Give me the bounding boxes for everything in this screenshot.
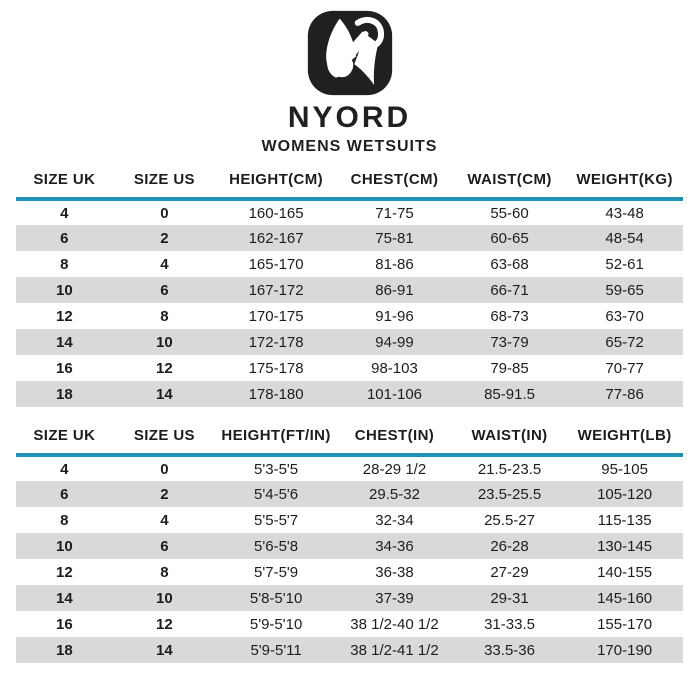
table-cell: 23.5-25.5	[477, 485, 542, 503]
table-cell: 165-170	[248, 255, 304, 273]
table-cell: 6	[60, 229, 69, 247]
table-cell: 12	[56, 307, 73, 325]
table-row	[16, 381, 683, 407]
table-cell: 8	[160, 307, 169, 325]
table-cell: 115-135	[597, 511, 652, 529]
table-cell: 178-180	[248, 385, 304, 403]
column-header: WAIST(IN)	[453, 423, 566, 455]
table-cell: 145-160	[597, 589, 653, 607]
table-cell: 2	[160, 229, 169, 247]
brand-header	[0, 10, 699, 156]
table-cell: 26-28	[490, 537, 529, 555]
table-cell: 25.5-27	[484, 511, 535, 529]
table-cell: 4	[160, 511, 169, 529]
table-row	[16, 559, 683, 585]
table-cell: 105-120	[597, 485, 653, 503]
table-cell: 101-106	[366, 385, 423, 403]
table-cell: 0	[160, 204, 169, 222]
table-cell: 10	[56, 281, 73, 299]
table-cell: 4	[60, 204, 69, 222]
imperial-size-table	[16, 423, 683, 663]
table-cell: 81-86	[375, 255, 414, 273]
table-cell: 14	[56, 333, 73, 351]
table-cell: 6	[160, 281, 169, 299]
column-header: CHEST(IN)	[336, 423, 453, 455]
table-row	[16, 355, 683, 381]
table-cell: 170-175	[248, 307, 304, 325]
table-cell: 63-68	[490, 255, 529, 273]
table-cell: 8	[60, 511, 69, 529]
table-cell: 32-34	[375, 511, 414, 529]
table-row	[16, 507, 683, 533]
table-cell: 6	[60, 485, 69, 503]
table-cell: 5'9-5'10	[249, 615, 303, 633]
table-row	[16, 251, 683, 277]
table-cell: 85-91.5	[484, 385, 535, 403]
table-cell: 175-178	[248, 359, 304, 377]
table-cell: 60-65	[490, 229, 529, 247]
table-cell: 6	[160, 537, 169, 555]
table-row	[16, 533, 683, 559]
table-cell: 5'4-5'6	[254, 485, 299, 503]
table-cell: 59-65	[605, 281, 644, 299]
table-cell: 12	[56, 563, 73, 581]
table-cell: 5'6-5'8	[254, 537, 299, 555]
table-cell: 2	[160, 485, 169, 503]
header-row	[16, 167, 683, 199]
table-cell: 27-29	[490, 563, 529, 581]
table-cell: 12	[156, 359, 173, 377]
size-tables	[16, 167, 683, 663]
table-cell: 4	[60, 460, 69, 478]
table-cell: 36-38	[375, 563, 414, 581]
table-cell: 155-170	[597, 615, 653, 633]
table-cell: 5'8-5'10	[249, 589, 303, 607]
table-cell: 162-167	[248, 229, 304, 247]
table-cell: 29-31	[490, 589, 529, 607]
table-row	[16, 455, 683, 481]
table-cell: 43-48	[605, 204, 644, 222]
table-cell: 18	[56, 641, 73, 659]
table-cell: 77-86	[605, 385, 644, 403]
table-cell: 94-99	[375, 333, 414, 351]
column-header: WEIGHT(KG)	[566, 167, 683, 199]
table-cell: 91-96	[375, 307, 414, 325]
brand-name: NYORD	[287, 101, 412, 134]
table-cell: 70-77	[605, 359, 644, 377]
table-cell: 75-81	[375, 229, 414, 247]
table-cell: 5'3-5'5	[254, 460, 299, 478]
table-row	[16, 225, 683, 251]
table-row	[16, 611, 683, 637]
table-cell: 55-60	[490, 204, 529, 222]
table-cell: 28-29 1/2	[362, 460, 427, 478]
table-cell: 33.5-36	[484, 641, 535, 659]
metric-table-header	[16, 167, 683, 199]
table-cell: 4	[160, 255, 169, 273]
table-cell: 65-72	[605, 333, 644, 351]
header-row	[16, 423, 683, 455]
table-row	[16, 199, 683, 225]
table-row	[16, 329, 683, 355]
table-cell: 14	[56, 589, 73, 607]
table-cell: 71-75	[375, 204, 414, 222]
table-cell: 130-145	[597, 537, 653, 555]
table-cell: 38 1/2-40 1/2	[350, 615, 439, 633]
table-cell: 14	[156, 385, 173, 403]
table-row	[16, 303, 683, 329]
column-header: WAIST(CM)	[453, 167, 566, 199]
nyord-koru-logo-icon	[307, 10, 393, 96]
table-cell: 172-178	[248, 333, 304, 351]
imperial-table-body	[16, 455, 683, 663]
column-header: SIZE US	[113, 423, 216, 455]
column-header: WEIGHT(LB)	[566, 423, 683, 455]
table-cell: 37-39	[375, 589, 414, 607]
column-header: HEIGHT(FT/IN)	[216, 423, 336, 455]
table-cell: 95-105	[601, 460, 648, 478]
page-title: WOMENS WETSUITS	[261, 138, 438, 155]
table-cell: 38 1/2-41 1/2	[350, 641, 439, 659]
table-cell: 79-85	[490, 359, 529, 377]
table-cell: 0	[160, 460, 169, 478]
metric-size-table	[16, 167, 683, 407]
table-cell: 66-71	[490, 281, 529, 299]
metric-table-body	[16, 199, 683, 407]
table-cell: 34-36	[375, 537, 414, 555]
column-header: SIZE US	[113, 167, 216, 199]
table-cell: 10	[156, 333, 173, 351]
table-cell: 21.5-23.5	[477, 460, 542, 478]
table-cell: 10	[56, 537, 73, 555]
table-cell: 86-91	[375, 281, 414, 299]
table-cell: 52-61	[605, 255, 644, 273]
table-cell: 8	[160, 563, 169, 581]
table-cell: 63-70	[605, 307, 644, 325]
table-cell: 73-79	[490, 333, 529, 351]
table-cell: 8	[60, 255, 69, 273]
table-cell: 48-54	[605, 229, 644, 247]
column-header: HEIGHT(CM)	[216, 167, 336, 199]
table-cell: 5'5-5'7	[254, 511, 299, 529]
imperial-table-header	[16, 423, 683, 455]
table-row	[16, 637, 683, 663]
table-row	[16, 481, 683, 507]
column-header: CHEST(CM)	[336, 167, 453, 199]
table-cell: 12	[156, 615, 173, 633]
table-cell: 160-165	[248, 204, 304, 222]
table-row	[16, 585, 683, 611]
table-cell: 31-33.5	[484, 615, 535, 633]
table-cell: 140-155	[597, 563, 653, 581]
table-cell: 5'7-5'9	[254, 563, 299, 581]
table-cell: 167-172	[248, 281, 304, 299]
table-cell: 98-103	[371, 359, 418, 377]
table-cell: 29.5-32	[369, 485, 420, 503]
table-cell: 16	[56, 359, 73, 377]
column-header: SIZE UK	[16, 167, 113, 199]
table-row	[16, 277, 683, 303]
column-header: SIZE UK	[16, 423, 113, 455]
table-cell: 18	[56, 385, 73, 403]
table-cell: 16	[56, 615, 73, 633]
table-cell: 5'9-5'11	[250, 641, 302, 659]
table-cell: 14	[156, 641, 173, 659]
table-cell: 10	[156, 589, 173, 607]
table-cell: 170-190	[597, 641, 653, 659]
table-cell: 68-73	[490, 307, 529, 325]
